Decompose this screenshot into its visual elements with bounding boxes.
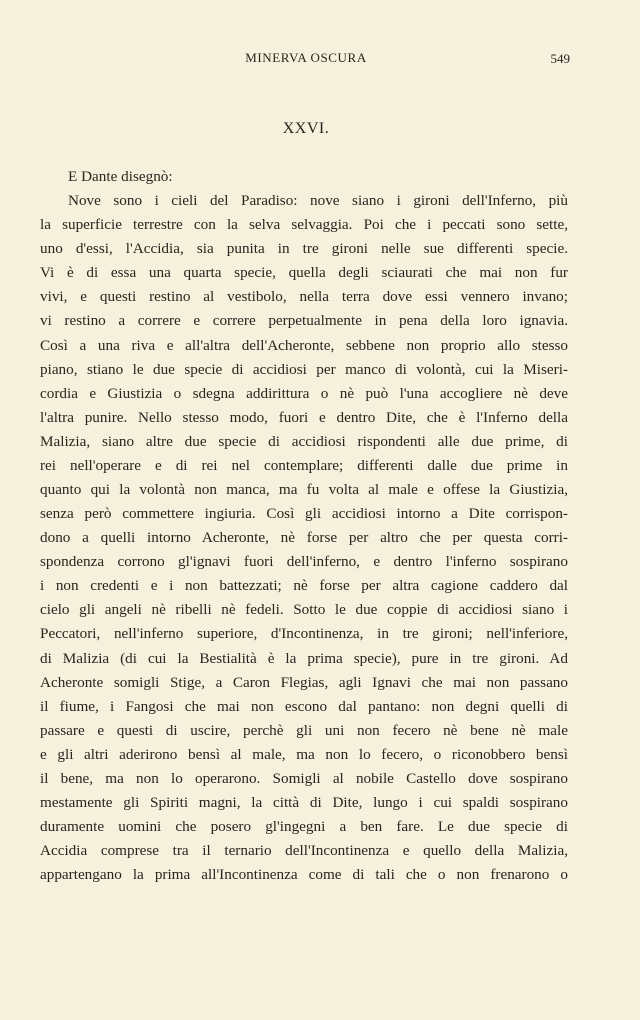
text-line: appartengano la prima all'Incontinenza come di tali che o non frenarono o [40, 866, 568, 884]
text-line: vivi, e questi restino al vestibolo, nella terra dove essi vennero invano; [40, 288, 568, 306]
text-line: uno d'essi, l'Accidia, sia punita in tre gironi nelle sue differenti specie. [40, 240, 568, 258]
chapter-heading: XXVI. [282, 120, 330, 137]
text-line: Accidia comprese tra il ternario dell'Incontinenza e quello della Malizia, [40, 842, 568, 860]
text-line: piano, stiano le due specie di accidiosi per manco di volontà, cui la Miseri- [40, 360, 568, 378]
text-line: Peccatori, nell'inferno superiore, d'Incontinenza, in tre gironi; nell'inferiore, [40, 625, 568, 643]
text-line: cielo gli angeli nè ribelli nè fedeli. Sotto le due coppie di accidiosi siano i [40, 601, 568, 619]
text-line: mestamente gli Spiriti magni, la città di Dite, lungo i cui spaldi sospirano [40, 794, 568, 812]
text-line: l'altra punire. Nello stesso modo, fuori e dentro Dite, che è l'Inferno della [40, 408, 568, 426]
text-line: E Dante disegnò: [68, 168, 173, 185]
text-line: Malizia, siano altre due specie di accidiosi rispondenti alle due prime, di [40, 432, 568, 450]
text-line: spondenza corrono gl'ignavi fuori dell'inferno, e dentro l'inferno sospirano [40, 553, 568, 571]
text-line: quanto qui la volontà non manca, ma fu volta al male e offese la Giustizia, [40, 481, 568, 499]
text-line: vi restino a correre e correre perpetualmente in pena della loro ignavia. [40, 312, 568, 330]
text-line: di Malizia (di cui la Bestialità è la prima specie), pure in tre gironi. Ad [40, 649, 568, 667]
text-line: il bene, ma non lo operarono. Somigli al nobile Castello dove sospirano [40, 769, 568, 787]
text-line: cordia e Giustizia o sdegna addirittura o nè può l'una accogliere nè deve [40, 384, 568, 402]
text-line: passare e questi di uscire, perchè gli uni non fecero nè bene nè male [40, 721, 568, 739]
text-line: i non credenti e i non battezzati; nè forse per altra cagione caddero dal [40, 577, 568, 595]
text-line: duramente uomini che posero gl'ingegni a ben fare. Le due specie di [40, 818, 568, 836]
text-line: Vi è di essa una quarta specie, quella degli sciaurati che mai non fur [40, 264, 568, 282]
running-title: MINERVA OSCURA [245, 50, 367, 65]
body-text [40, 165, 568, 887]
text-line: la superficie terrestre con la selva selvaggia. Poi che i peccati sono sette, [40, 216, 568, 234]
text-line: e gli altri aderirono bensì al male, ma non lo fecero, o riconobbero bensì [40, 745, 568, 763]
text-line: dono a quelli intorno Acheronte, nè forse per altro che per questa corri- [40, 529, 568, 547]
text-line: Così a una riva e all'altra dell'Acheronte, sebbene non proprio allo stesso [40, 336, 568, 354]
text-line: il fiume, i Fangosi che mai non escono dal pantano: non degni quelli di [40, 697, 568, 715]
running-head [0, 48, 640, 68]
text-line: Acheronte somigli Stige, a Caron Flegias, agli Ignavi che mai non passano [40, 673, 568, 691]
text-line: Nove sono i cieli del Paradiso: nove siano i gironi dell'Inferno, più [68, 192, 568, 210]
text-line: rei nell'operare e di rei nel contemplare; differenti dalle due prime in [40, 456, 568, 474]
text-line: senza però commettere ingiuria. Così gli accidiosi intorno a Dite corrispon- [40, 505, 568, 523]
page-number: 549 [550, 51, 570, 66]
